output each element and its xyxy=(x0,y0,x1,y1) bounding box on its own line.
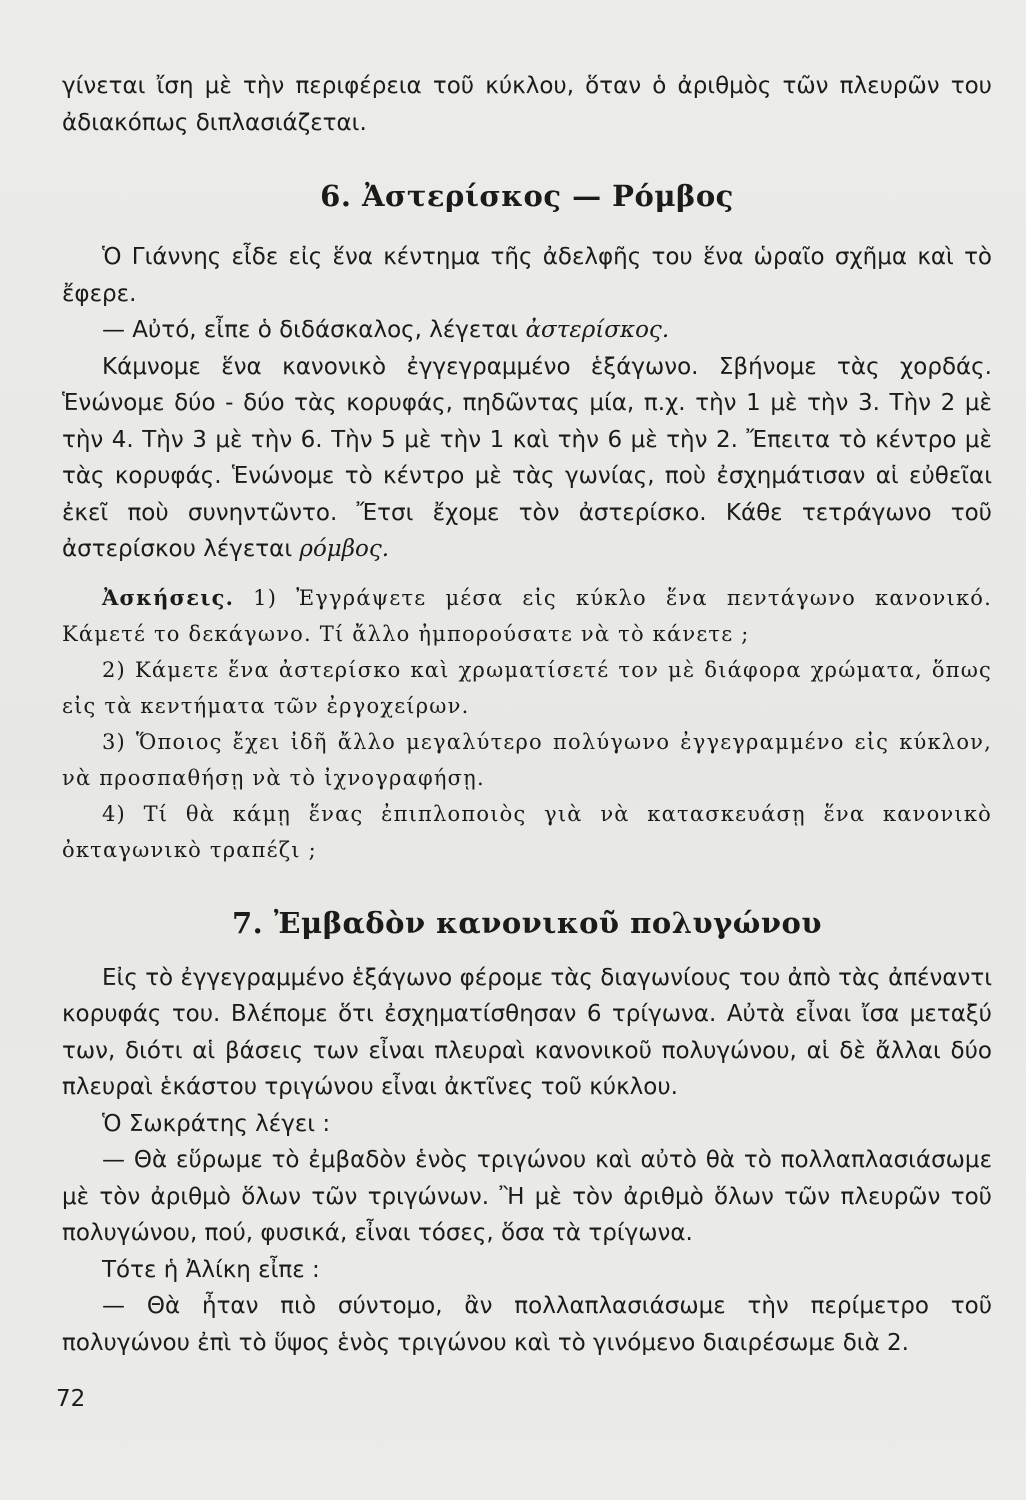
section-6-title: 6. Ἀστερίσκος — Ρόμβος xyxy=(320,179,734,213)
exercise-1-text: 1) Ἐγγράψετε μέσα εἰς κύκλο ἕνα πεντάγωνο κανονικό. Κάμετέ το δεκάγωνο. Τί ἄλλο ἠμπορούσατε νὰ τὸ κάνετε ; xyxy=(62,585,992,646)
paragraph-text: Κάμνομε ἕνα κανονικὸ ἐγγεγραμμένο ἑξάγωνο. Σβήνομε τὰς χορδάς. Ἑνώνομε δύο - δύο τὰς κορυφάς, πηδῶντας μία, π.χ. τὴν 1 μὲ τὴν 3. Τὴν 2 μὲ τὴν 4. Τὴν 3 μὲ τὴν 6. Τὴν 5 μὲ τὴν 1 καὶ τὴν 6 μὲ τὴν 2. Ἔπειτα τὸ κέντρο μὲ τὰς κορυφάς. Ἑνώνομε τὸ κέντρο μὲ τὰς γωνίας, ποὺ ἐσχημάτισαν αἱ εὐθεῖαι ἐκεῖ ποὺ συνηντῶντο. Ἔτσι ἔχομε τὸν ἀστερίσκο. Κάθε τετράγωνο τοῦ ἀστερίσκου λέγεται xyxy=(62,353,992,562)
section-7-title: 7. Ἐμβαδὸν κανονικοῦ πολυγώνου xyxy=(231,905,822,940)
exercise-1 xyxy=(62,580,992,652)
page-number: 72 xyxy=(56,1386,86,1412)
section-7-paragraph-3: — Θὰ εὕρωμε τὸ ἐμβαδὸν ἑνὸς τριγώνου καὶ αὐτὸ θὰ τὸ πολλαπλασιάσωμε μὲ τὸν ἀριθμὸ ὅλων τῶν τριγώνων. Ἢ μὲ τὸν ἀριθμὸ ὅλων τῶν πλευρῶν τοῦ πολυγώνου, πού, φυσικά, εἶναι τόσες, ὅσα τὰ τρίγωνα. xyxy=(62,1147,992,1246)
term-asteriskos: ἀστερίσκος. xyxy=(525,317,670,343)
section-6-body xyxy=(62,239,992,568)
term-rombos: ρόμβος. xyxy=(299,536,390,562)
exercise-2: 2) Κάμετε ἕνα ἀστερίσκο καὶ χρωματίσετέ τον μὲ διάφορα χρώματα, ὅπως εἰς τὰ κεντήματα τῶν ἐργοχείρων. xyxy=(62,657,992,718)
paragraph-text: — Αὐτό, εἶπε ὁ διδάσκαλος, λέγεται xyxy=(102,317,526,343)
intro-paragraph: γίνεται ἴση μὲ τὴν περιφέρεια τοῦ κύκλου, ὅταν ὁ ἀριθμὸς τῶν πλευρῶν του ἀδιακόπως διπλασιάζεται. xyxy=(62,73,992,136)
exercises xyxy=(62,580,992,868)
exercise-4: 4) Τί θὰ κάμῃ ἕνας ἐπιπλοποιὸς γιὰ νὰ κατασκευάσῃ ἕνα κανονικὸ ὀκταγωνικὸ τραπέζι ; xyxy=(62,801,992,862)
section-7-paragraph-5: — Θὰ ἦταν πιὸ σύντομο, ἂν πολλαπλασιάσωμε τὴν περίμετρο τοῦ πολυγώνου ἐπὶ τὸ ὕψος ἑνὸς τριγώνου καὶ τὸ γινόμενο διαιρέσωμε διὰ 2. xyxy=(62,1293,992,1356)
section-6-paragraph-1: Ὁ Γιάννης εἶδε εἰς ἕνα κέντημα τῆς ἀδελφῆς του ἕνα ὡραῖο σχῆμα καὶ τὸ ἔφερε. xyxy=(62,244,992,307)
exercise-3: 3) Ὅποιος ἔχει ἰδῆ ἄλλο μεγαλύτερο πολύγωνο ἐγγεγραμμένο εἰς κύκλον, νὰ προσπαθήσῃ νὰ τὸ ἰχνογραφήσῃ. xyxy=(62,729,992,790)
section-6-paragraph-3 xyxy=(62,349,992,568)
exercises-label: Ἀσκήσεις. xyxy=(102,584,235,610)
section-6-paragraph-2 xyxy=(62,312,992,349)
section-7-paragraph-1: Εἰς τὸ ἐγγεγραμμένο ἑξάγωνο φέρομε τὰς διαγωνίους του ἀπὸ τὰς ἀπέναντι κορυφάς του. Βλέπομε ὅτι ἐσχηματίσθησαν 6 τρίγωνα. Αὐτὰ εἶναι ἴσα μεταξύ των, διότι αἱ βάσεις των εἶναι πλευραὶ κανονικοῦ πολυγώνου, αἱ δὲ ἄλλαι δύο πλευραὶ ἑκάστου τριγώνου εἶναι ἀκτῖνες τοῦ κύκλου. xyxy=(62,964,992,1100)
section-7-body xyxy=(62,960,992,1362)
section-7-paragraph-2: Ὁ Σωκράτης λέγει : xyxy=(102,1110,331,1137)
section-7-paragraph-4: Τότε ἡ Ἀλίκη εἶπε : xyxy=(102,1256,320,1283)
